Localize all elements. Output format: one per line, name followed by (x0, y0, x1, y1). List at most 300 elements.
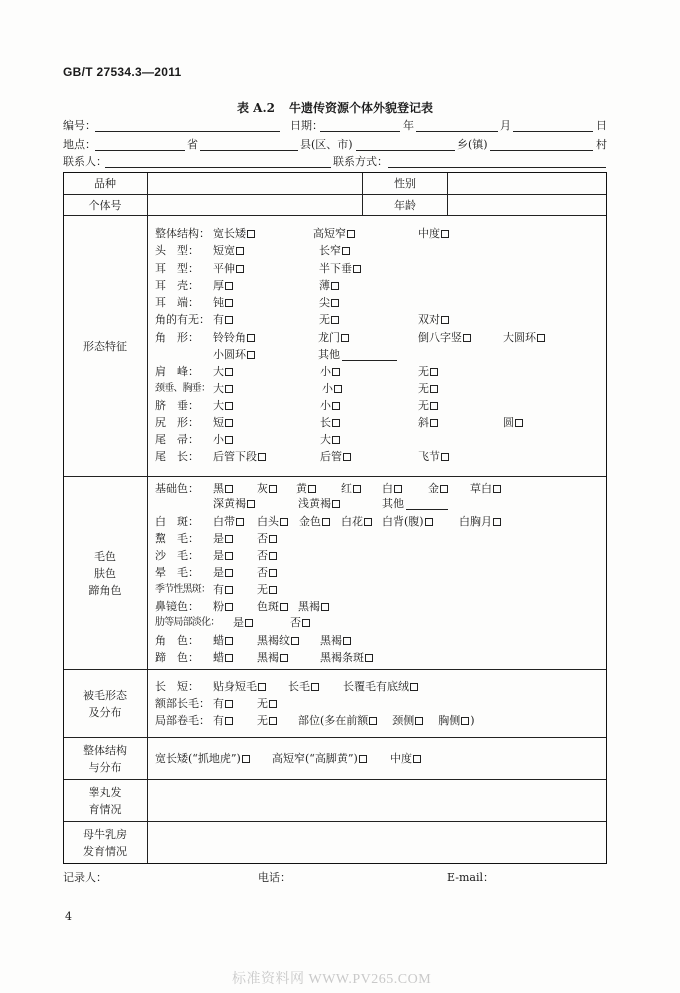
option-label: 后管下段 (213, 450, 257, 463)
forehead-long-hair-label: 额部长毛： (155, 697, 210, 710)
option-label: 黄 (296, 482, 307, 495)
option-label: 否 (290, 616, 301, 629)
option-label: 有 (213, 313, 224, 326)
option-label: 是 (233, 616, 244, 629)
horn-shape-option (213, 332, 256, 344)
ear-tip-label: 耳 端： (155, 296, 199, 309)
ear-shell-label: 耳 壳： (155, 279, 199, 292)
checkbox (332, 419, 340, 427)
option-label: 龙门 (318, 331, 340, 344)
option-label: 蜡 (213, 651, 224, 664)
checkbox (225, 552, 233, 560)
checkbox (332, 368, 340, 376)
dewlap-option (418, 383, 439, 395)
option-label: 红 (341, 482, 352, 495)
tail-switch-line (63, 434, 607, 446)
seasonal-black-spots-line (63, 584, 607, 596)
checkbox (269, 552, 277, 560)
hair-length-option (213, 681, 267, 693)
ear-shell-option (213, 280, 234, 292)
hoof-color-option (320, 652, 374, 664)
brindle-option (257, 533, 278, 545)
horn-color-line (63, 635, 607, 647)
hump-label: 肩 峰： (155, 365, 199, 378)
horn-shape-line (63, 332, 607, 344)
brindle-label: 黧 毛： (155, 532, 199, 545)
option-label: 长毛 (288, 680, 310, 693)
option-label: 金 (428, 482, 439, 495)
phone-label: 电话： (258, 871, 291, 884)
option-label: 中度 (390, 752, 412, 765)
checkbox (225, 603, 233, 611)
checkbox (369, 717, 377, 725)
hair-length-option (288, 681, 320, 693)
hoof-horn-color-label-line: 蹄角色 (88, 583, 122, 597)
checkbox (415, 717, 423, 725)
option-label: 黑褐 (257, 651, 279, 664)
checkbox (225, 402, 233, 410)
white-spots-option (257, 516, 289, 528)
checkbox (280, 603, 288, 611)
standard-code: GB/T 27534.3—2011 (63, 65, 182, 79)
location-option-label: 颈侧 (392, 714, 415, 727)
option-label: 大 (213, 399, 224, 412)
checkbox (225, 586, 233, 594)
hair-section (63, 669, 607, 737)
testis-label (63, 780, 148, 821)
checkbox (440, 485, 448, 493)
horn-shape-option (213, 349, 256, 361)
checkbox (280, 654, 288, 662)
checkbox (441, 316, 449, 324)
checkbox (341, 334, 349, 342)
local-curly-hair-option (257, 715, 278, 727)
muzzle-color-option (213, 601, 234, 613)
structure-section (63, 737, 607, 779)
navel-flap-option (320, 400, 341, 412)
option-label: 金色 (299, 515, 321, 528)
sandy-coat-option (257, 550, 278, 562)
option-label: 倒八字竖 (418, 331, 462, 344)
province-label: 省 (187, 138, 198, 151)
local-fading-line (63, 617, 607, 629)
testis-label-line: 睾丸发 (88, 785, 122, 799)
checkbox (347, 230, 355, 238)
hump-option (213, 366, 234, 378)
checkbox (225, 419, 233, 427)
horn-color-label: 角 色： (155, 634, 199, 647)
option-label: 斜 (418, 416, 429, 429)
location-close-paren: ) (470, 714, 475, 727)
head-type-label: 头 型： (155, 244, 199, 257)
hump-option (418, 366, 439, 378)
horn-presence-line (63, 314, 607, 326)
horn-presence-option (213, 314, 234, 326)
base-color-option (213, 483, 234, 495)
option-label: 黑褐 (320, 634, 342, 647)
checkbox (410, 683, 418, 691)
township-blank (356, 150, 455, 151)
checkbox (359, 755, 367, 763)
option-label: 黑褐 (298, 600, 320, 613)
contact-method-label: 联系方式： (333, 155, 388, 168)
navel-flap-label: 脐 垂： (155, 399, 199, 412)
checkbox (225, 717, 233, 725)
checkbox (247, 351, 255, 359)
hair-label-line: 被毛形态 (83, 688, 127, 702)
option-label: 飞节 (418, 450, 440, 463)
navel-flap-option (213, 400, 234, 412)
horn-color-option (320, 635, 352, 647)
option-label: 白胸月 (459, 515, 492, 528)
option-label: 高短窄(“高脚黄”) (272, 752, 358, 765)
local-curly-hair-label: 局部卷毛： (155, 714, 210, 727)
watermark: 标准资料网 WWW.PV265.COM (232, 972, 432, 987)
structure-option (155, 753, 251, 765)
option-label: 黑褐条斑 (320, 651, 364, 664)
option-label: 无 (418, 382, 429, 395)
halo-coat-line (63, 567, 607, 579)
muzzle-color-line (63, 601, 607, 613)
horn-shape-option (318, 332, 350, 344)
horn-presence-option (319, 314, 340, 326)
location-label: 地点： (63, 138, 96, 151)
option-label: 有 (213, 697, 224, 710)
checkbox (269, 485, 277, 493)
option-label: 无 (418, 365, 429, 378)
base-color-option (296, 483, 317, 495)
registration-table (63, 172, 607, 864)
email-label: E-mail： (447, 871, 494, 884)
white-spots-option (213, 516, 245, 528)
base-color-option (257, 483, 278, 495)
village-blank (490, 150, 593, 151)
body-structure-option (418, 228, 450, 240)
udder-label-line: 母牛乳房 (83, 828, 127, 841)
brindle-option (213, 533, 234, 545)
checkbox (225, 569, 233, 577)
option-label: 否 (257, 566, 268, 579)
checkbox (461, 717, 469, 725)
horn-presence-label: 角的有无： (155, 313, 210, 326)
checkbox (236, 518, 244, 526)
horn-color-option (213, 635, 234, 647)
base-color-line (63, 483, 607, 495)
checkbox (430, 419, 438, 427)
checkbox (493, 518, 501, 526)
option-label: 平伸 (213, 262, 235, 275)
structure-option (390, 753, 422, 765)
option-label: 草白 (470, 482, 492, 495)
checkbox (425, 518, 433, 526)
checkbox (332, 402, 340, 410)
option-label: 大圆环 (503, 331, 536, 344)
white-spots-option (459, 516, 502, 528)
option-label: 小 (320, 365, 331, 378)
option-label: 黑褐纹 (257, 634, 290, 647)
option-label: 短宽 (213, 244, 235, 257)
ear-shell-line (63, 280, 607, 292)
checkbox (342, 247, 350, 255)
body-structure-option (313, 228, 356, 240)
head-type-line (63, 245, 607, 257)
option-label: 后管 (320, 450, 342, 463)
month-blank (416, 131, 498, 132)
structure-line (63, 753, 607, 765)
udder-section (63, 821, 607, 864)
checkbox (302, 619, 310, 627)
option-label: 大 (213, 365, 224, 378)
checkbox (334, 385, 342, 393)
halo-coat-option (213, 567, 234, 579)
dewlap-label: 颈垂、胸垂： (155, 383, 211, 394)
option-label: 小 (322, 382, 333, 395)
coat-color-section (63, 476, 607, 669)
dewlap-option (322, 383, 343, 395)
seasonal-black-spots-option (213, 584, 234, 596)
checkbox (353, 485, 361, 493)
base-color-option (213, 498, 256, 510)
rump-shape-option (213, 417, 234, 429)
checkbox (331, 282, 339, 290)
contact-method-blank (388, 167, 606, 168)
checkbox (331, 316, 339, 324)
muzzle-color-label: 鼻镜色： (155, 600, 199, 613)
option-label: 无 (418, 399, 429, 412)
checkbox (353, 265, 361, 273)
checkbox (225, 535, 233, 543)
location-option-label: 部位(多在前额 (298, 714, 369, 727)
option-label: 尖 (319, 296, 330, 309)
testis-section (63, 779, 607, 821)
morphology-label-text: 形态特征 (83, 339, 127, 353)
base-color-option (382, 483, 403, 495)
body-structure-option (213, 228, 256, 240)
checkbox (242, 755, 250, 763)
checkbox (225, 385, 233, 393)
checkbox (430, 368, 438, 376)
white-spots-option (299, 516, 331, 528)
base-color-option (470, 483, 502, 495)
hump-line (63, 366, 607, 378)
option-label: 贴身短毛 (213, 680, 257, 693)
checkbox (236, 247, 244, 255)
navel-flap-option (418, 400, 439, 412)
checkbox (225, 654, 233, 662)
white-spots-line (63, 516, 607, 528)
tail-length-option (213, 451, 267, 463)
base-color-option (298, 498, 341, 510)
ear-tip-option (213, 297, 234, 309)
coat-color-label-line: 毛色 (94, 549, 116, 563)
ear-type-line (63, 263, 607, 275)
sex-value-cell (447, 172, 607, 194)
horn-shape-label: 角 形： (155, 331, 199, 344)
horn-shape-extra-line (63, 349, 607, 361)
forehead-long-hair-line (63, 698, 607, 710)
option-label: 粉 (213, 600, 224, 613)
option-label: 半下垂 (319, 262, 352, 275)
tail-switch-option (320, 434, 341, 446)
option-label: 色斑 (257, 600, 279, 613)
option-label: 有 (213, 583, 224, 596)
checkbox (269, 569, 277, 577)
checkbox (364, 518, 372, 526)
ear-type-label: 耳 型： (155, 262, 199, 275)
checkbox (321, 603, 329, 611)
option-label: 无 (257, 583, 268, 596)
option-label: 是 (213, 566, 224, 579)
individual-id-label: 个体号 (63, 195, 148, 215)
hoof-color-label: 蹄 色： (155, 651, 199, 664)
base-color-option (341, 483, 362, 495)
halo-coat-label: 晕 毛： (155, 566, 199, 579)
base-color-option (428, 483, 449, 495)
option-label: 长覆毛有底绒 (343, 680, 409, 693)
checkbox (269, 535, 277, 543)
ear-type-option (213, 263, 245, 275)
brindle-line (63, 533, 607, 545)
sex-label: 性别 (362, 172, 447, 194)
structure-label-line: 整体结构 (83, 743, 127, 757)
age-value-cell (447, 195, 607, 215)
option-label: 其他 (382, 497, 404, 510)
hair-length-option (343, 681, 419, 693)
checkbox (225, 316, 233, 324)
ear-type-option (319, 263, 362, 275)
ear-tip-option (319, 297, 340, 309)
body-structure-label: 整体结构： (155, 227, 210, 240)
option-label: 小 (213, 433, 224, 446)
checkbox (258, 683, 266, 691)
county-blank (200, 150, 298, 151)
checkbox (493, 485, 501, 493)
hoof-color-option (213, 652, 234, 664)
tail-length-option (320, 451, 352, 463)
curly-hair-location-group (298, 715, 475, 727)
option-label: 圆 (503, 416, 514, 429)
hair-length-label: 长 短： (155, 680, 199, 693)
seasonal-black-spots-label: 季节性黑斑： (155, 584, 211, 595)
forehead-long-hair-option (213, 698, 234, 710)
option-label: 是 (213, 532, 224, 545)
checkbox (311, 683, 319, 691)
rump-shape-label: 尻 形： (155, 416, 199, 429)
breed-label: 品种 (63, 172, 148, 194)
seasonal-black-spots-option (257, 584, 278, 596)
province-blank (95, 150, 185, 151)
contact-person-label: 联系人： (63, 155, 107, 168)
checkbox (291, 637, 299, 645)
option-label: 大 (213, 382, 224, 395)
horn-color-option (257, 635, 300, 647)
tail-length-label: 尾 长： (155, 450, 199, 463)
option-label: 无 (257, 714, 268, 727)
rump-shape-option (320, 417, 341, 429)
checkbox (463, 334, 471, 342)
checkbox (225, 485, 233, 493)
day-blank (513, 131, 593, 132)
checkbox (269, 717, 277, 725)
table-title: 牛遗传资源个体外貌登记表 (289, 101, 434, 115)
breed-row (63, 172, 607, 194)
option-label: 白 (382, 482, 393, 495)
local-curly-hair-option (213, 715, 234, 727)
option-label: 白头 (257, 515, 279, 528)
checkbox (441, 230, 449, 238)
checkbox (247, 230, 255, 238)
sandy-coat-label: 沙 毛： (155, 549, 199, 562)
option-label: 其他 (318, 348, 340, 361)
white-spots-option (382, 516, 434, 528)
option-label: 铃铃角 (213, 331, 246, 344)
local-fading-option (290, 617, 311, 629)
option-label: 白背(腹) (382, 515, 424, 528)
option-label: 双对 (418, 313, 440, 326)
other-blank (342, 350, 397, 361)
tail-switch-option (213, 434, 234, 446)
county-label: 县(区、市) (300, 138, 353, 151)
contact-person-blank (105, 167, 331, 168)
individual-row (63, 194, 607, 215)
checkbox (332, 500, 340, 508)
option-label: 大 (320, 433, 331, 446)
checkbox (225, 368, 233, 376)
local-curly-hair-line (63, 715, 607, 727)
option-label: 宽长矮(“抓地虎”) (155, 752, 241, 765)
recorder-label: 记录人： (63, 871, 107, 884)
table-number: 表 A.2 (237, 101, 276, 115)
ear-tip-line (63, 297, 607, 309)
checkbox (225, 299, 233, 307)
base-color-label: 基础色： (155, 482, 199, 495)
option-label: 是 (213, 549, 224, 562)
horn-shape-option (418, 332, 472, 344)
option-label: 小 (320, 399, 331, 412)
option-label: 长 (320, 416, 331, 429)
checkbox (515, 419, 523, 427)
tail-length-option (418, 451, 450, 463)
local-fading-option (233, 617, 254, 629)
option-label: 黑 (213, 482, 224, 495)
tail-length-line (63, 451, 607, 463)
checkbox (394, 485, 402, 493)
serial-label: 编号： (63, 119, 96, 132)
checkbox (225, 436, 233, 444)
base-color-extra-line (63, 498, 607, 510)
white-spots-option (341, 516, 373, 528)
checkbox (322, 518, 330, 526)
option-label: 白带 (213, 515, 235, 528)
township-label: 乡(镇) (457, 138, 488, 151)
option-label: 无 (319, 313, 330, 326)
option-label: 有 (213, 714, 224, 727)
option-label: 薄 (319, 279, 330, 292)
day-label: 日 (596, 119, 607, 132)
option-label: 深黄褐 (213, 497, 246, 510)
hoof-color-line (63, 652, 607, 664)
rump-shape-line (63, 417, 607, 429)
checkbox (247, 500, 255, 508)
option-label: 白花 (341, 515, 363, 528)
year-blank (320, 131, 400, 132)
hair-length-line (63, 681, 607, 693)
local-fading-label: 肋等局部淡化： (155, 617, 220, 628)
checkbox (236, 265, 244, 273)
hair-label-line: 及分布 (88, 705, 122, 719)
checkbox (430, 402, 438, 410)
rump-shape-option (418, 417, 439, 429)
